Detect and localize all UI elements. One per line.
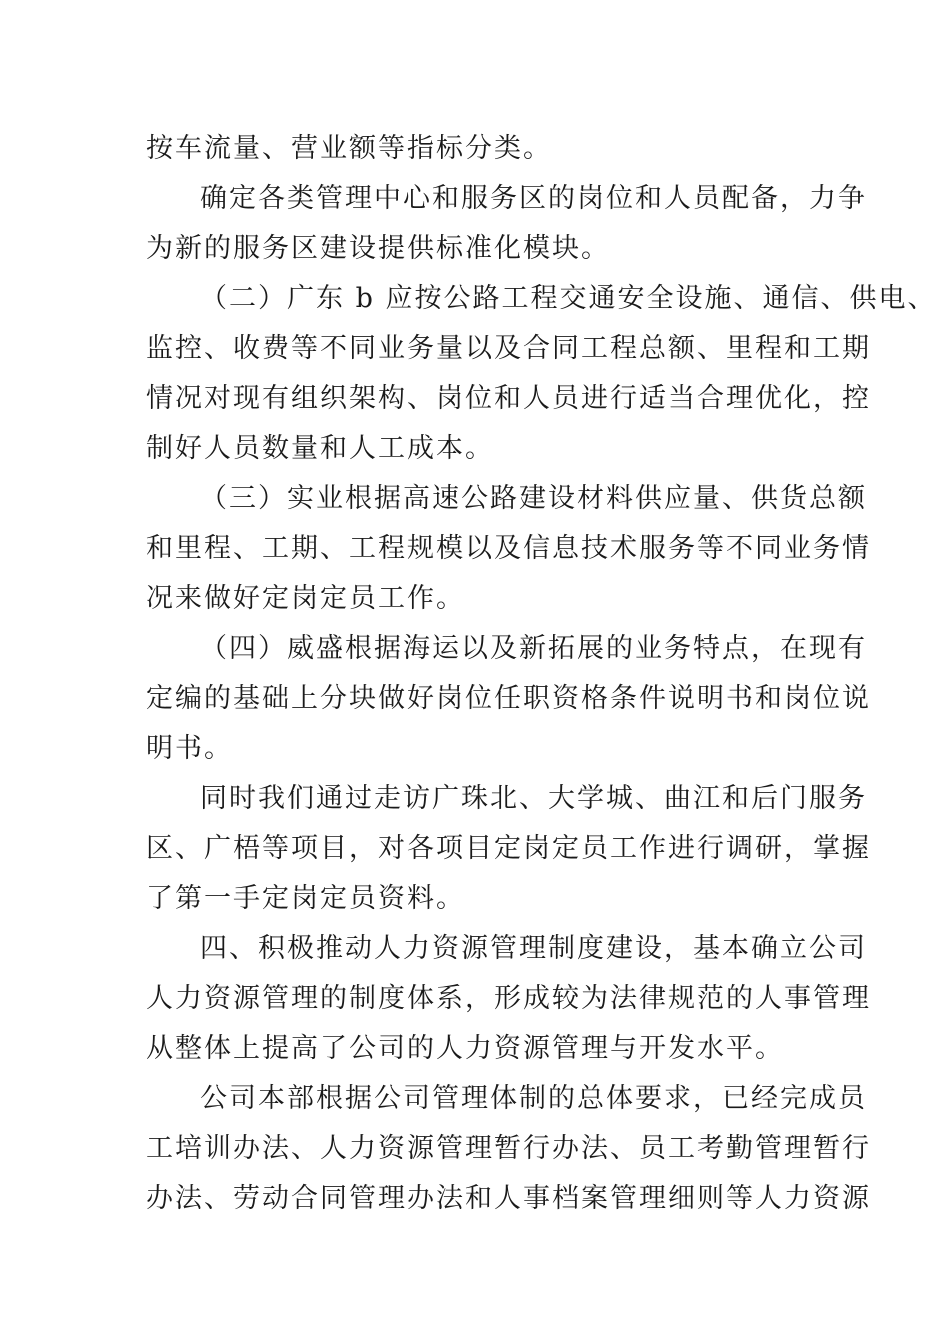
text-line: 人力资源管理的制度体系，形成较为法律规范的人事管理 bbox=[146, 983, 871, 1014]
paragraph bbox=[146, 124, 826, 174]
document-body bbox=[146, 124, 937, 1224]
text-line: 区、广梧等项目，对各项目定岗定员工作进行调研，掌握 bbox=[146, 833, 871, 864]
paragraph bbox=[146, 174, 867, 274]
text-line: 公司本部根据公司管理体制的总体要求，已经完成员 bbox=[200, 1083, 867, 1114]
text-line: 明书。 bbox=[146, 733, 233, 764]
paragraph bbox=[146, 924, 871, 1074]
paragraph bbox=[146, 1074, 871, 1224]
text-line: 从整体上提高了公司的人力资源管理与开发水平。 bbox=[146, 1033, 784, 1064]
text-line: 和里程、工期、工程规模以及信息技术服务等不同业务情 bbox=[146, 533, 871, 564]
text-line: （二）广东 b 应按公路工程交通安全设施、通信、供电、 bbox=[200, 283, 937, 314]
text-line: 情况对现有组织架构、岗位和人员进行适当合理优化，控 bbox=[146, 383, 871, 414]
text-line: 四、积极推动人力资源管理制度建设，基本确立公司 bbox=[200, 933, 867, 964]
text-line: 了第一手定岗定员资料。 bbox=[146, 883, 465, 914]
text-line: 况来做好定岗定员工作。 bbox=[146, 583, 465, 614]
text-line: 制好人员数量和人工成本。 bbox=[146, 433, 494, 464]
text-line: 确定各类管理中心和服务区的岗位和人员配备，力争 bbox=[200, 183, 867, 214]
text-line: 为新的服务区建设提供标准化模块。 bbox=[146, 233, 610, 264]
text-line: （三）实业根据高速公路建设材料供应量、供货总额 bbox=[200, 483, 867, 514]
text-line: 同时我们通过走访广珠北、大学城、曲江和后门服务 bbox=[200, 783, 867, 814]
text-line: （四）威盛根据海运以及新拓展的业务特点，在现有 bbox=[200, 633, 867, 664]
text-line: 工培训办法、人力资源管理暂行办法、员工考勤管理暂行 bbox=[146, 1133, 871, 1164]
paragraph bbox=[146, 474, 871, 624]
paragraph bbox=[146, 774, 871, 924]
paragraph bbox=[146, 274, 937, 474]
text-line: 监控、收费等不同业务量以及合同工程总额、里程和工期 bbox=[146, 333, 871, 364]
text-line: 办法、劳动合同管理办法和人事档案管理细则等人力资源 bbox=[146, 1183, 871, 1214]
paragraph bbox=[146, 624, 871, 774]
text-line: 定编的基础上分块做好岗位任职资格条件说明书和岗位说 bbox=[146, 683, 871, 714]
text-line: 按车流量、营业额等指标分类。 bbox=[146, 133, 552, 164]
